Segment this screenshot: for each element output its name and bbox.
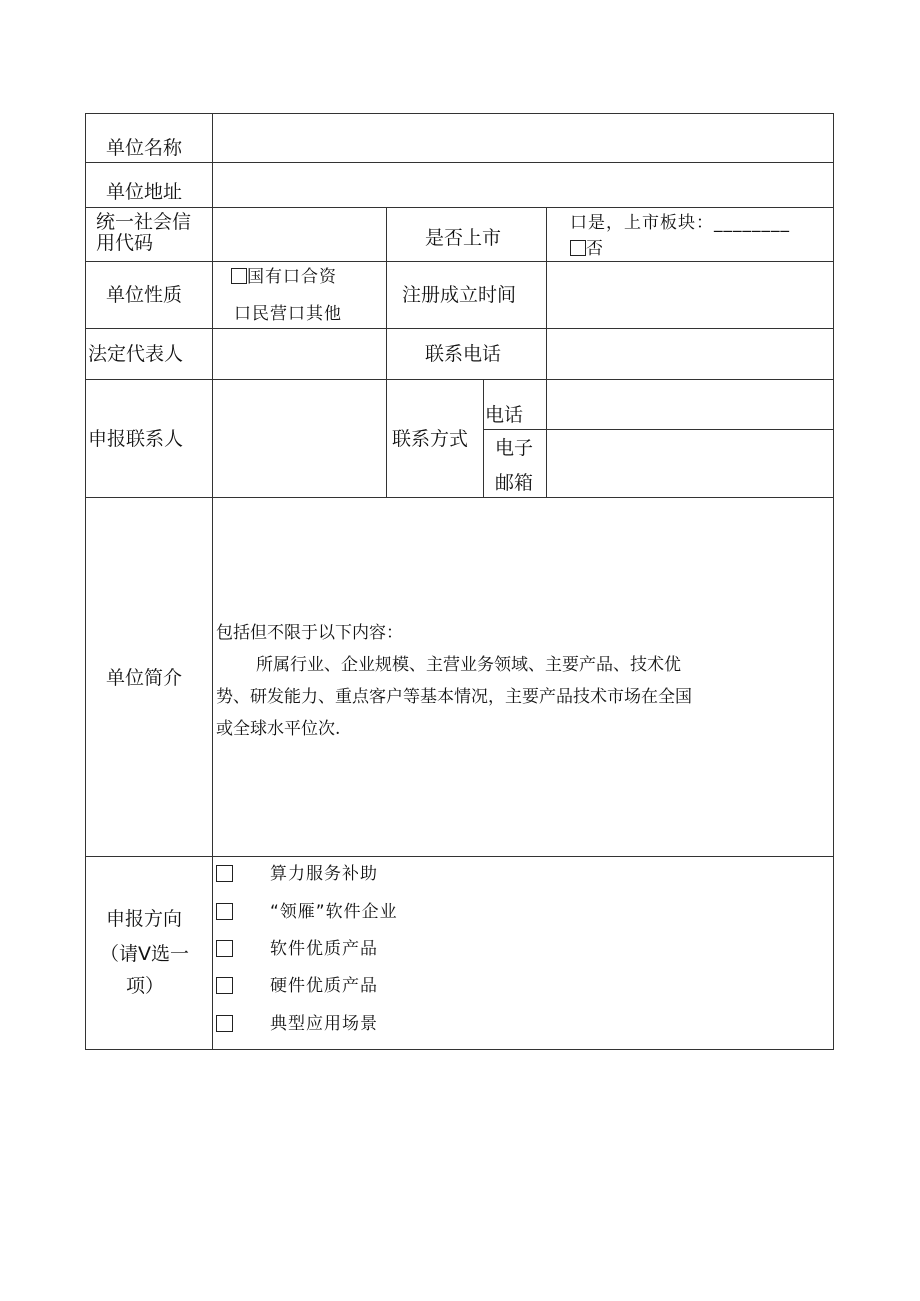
row-divider <box>86 328 833 329</box>
checkbox-icon[interactable] <box>570 240 586 256</box>
listed-board-blank[interactable]: ________ <box>714 213 790 233</box>
checkbox-icon[interactable] <box>216 865 233 882</box>
checkbox-icon[interactable] <box>231 268 247 284</box>
listed-label: 是否上市 <box>425 227 502 249</box>
intro-line: 所属行业、企业规模、主营业务领域、主要产品、技术优 <box>256 655 681 675</box>
row-divider <box>86 379 833 380</box>
application-form-table <box>85 113 834 1050</box>
unit-address-label: 单位地址 <box>106 181 183 203</box>
credit-code-label-line1: 统一社会信 <box>96 211 192 233</box>
registration-time-field[interactable] <box>550 265 828 325</box>
tel-label: 电话 <box>485 404 524 426</box>
applicant-contact-field[interactable] <box>216 383 382 493</box>
contact-phone-field[interactable] <box>550 332 828 376</box>
nature-state-owned-option[interactable] <box>231 265 337 289</box>
row-divider <box>86 497 833 498</box>
unit-name-label: 单位名称 <box>106 137 183 159</box>
email-field[interactable] <box>550 433 828 493</box>
nature-private-option[interactable]: 口民营口其他 <box>234 304 342 324</box>
direction-option: 典型应用场景 <box>270 1014 378 1034</box>
column-divider <box>386 207 387 497</box>
direction-label-line1: 申报方向 <box>106 908 183 930</box>
direction-label-line2: （请V选一 <box>100 943 189 965</box>
listed-yes-option[interactable] <box>570 211 790 235</box>
checkbox-icon[interactable] <box>216 1015 233 1032</box>
column-divider <box>483 379 484 497</box>
credit-code-field[interactable] <box>216 211 382 257</box>
legal-representative-field[interactable] <box>216 332 382 376</box>
direction-option: “领雁”软件企业 <box>270 902 398 922</box>
row-divider <box>86 856 833 857</box>
contact-method-label: 联系方式 <box>392 428 469 450</box>
contact-phone-label: 联系电话 <box>425 343 502 365</box>
row-divider <box>86 207 833 208</box>
checkbox-icon[interactable] <box>216 940 233 957</box>
column-divider <box>546 379 547 497</box>
row-divider <box>86 162 833 163</box>
email-label-line1: 电子 <box>495 437 534 459</box>
row-divider <box>86 261 833 262</box>
listed-no-option[interactable] <box>570 237 604 261</box>
nature-state-owned-text: 国有口合资 <box>247 267 337 287</box>
checkbox-icon[interactable] <box>216 903 233 920</box>
direction-option: 软件优质产品 <box>270 939 378 959</box>
unit-address-field[interactable] <box>216 166 828 204</box>
tel-field[interactable] <box>550 383 828 427</box>
column-divider <box>212 114 213 1049</box>
column-divider <box>546 207 547 379</box>
row-divider <box>483 429 833 430</box>
listed-yes-text: 口是，上市板块： <box>570 213 714 233</box>
unit-nature-label: 单位性质 <box>106 284 183 306</box>
unit-intro-label: 单位简介 <box>106 667 183 689</box>
checkbox-icon[interactable] <box>216 977 233 994</box>
intro-line: 或全球水平位次. <box>216 719 341 739</box>
applicant-contact-label: 申报联系人 <box>88 428 184 450</box>
credit-code-label-line2: 用代码 <box>96 232 154 254</box>
direction-option: 硬件优质产品 <box>270 976 378 996</box>
email-label-line2: 邮箱 <box>495 472 534 494</box>
legal-representative-label: 法定代表人 <box>88 343 184 365</box>
direction-label-line3: 项） <box>126 975 165 997</box>
unit-name-field[interactable] <box>216 118 828 158</box>
intro-line: 势、研发能力、重点客户等基本情况，主要产品技术市场在全国 <box>216 687 692 707</box>
registration-time-label: 注册成立时间 <box>402 284 517 306</box>
unit-intro-field[interactable] <box>216 617 828 745</box>
listed-no-text: 否 <box>586 239 604 259</box>
direction-option: 算力服务补助 <box>270 864 378 884</box>
intro-lead: 包括但不限于以下内容： <box>216 623 403 643</box>
